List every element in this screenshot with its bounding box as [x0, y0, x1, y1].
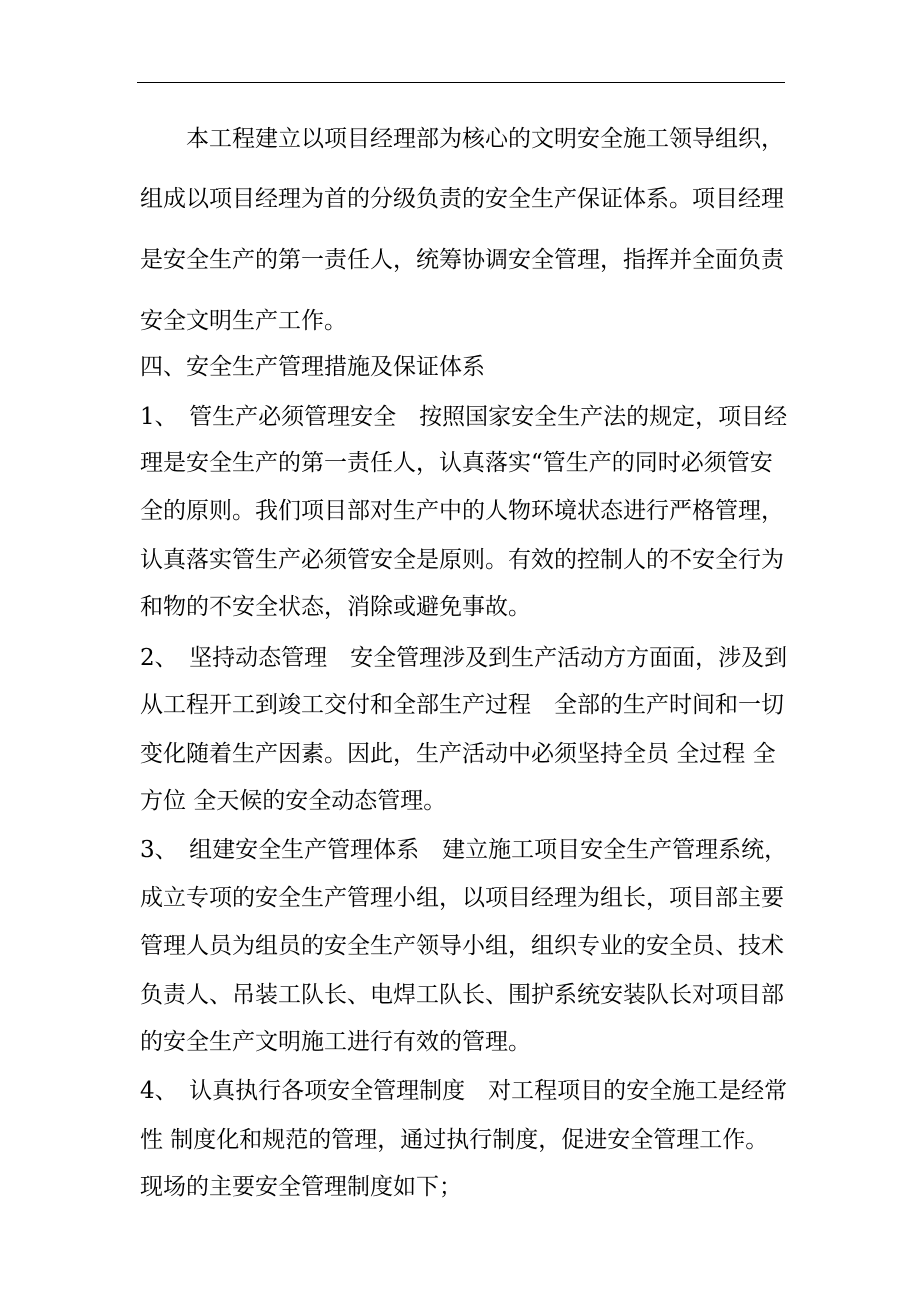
text-line: 本工程建立以项目经理部为核心的文明安全施工领导组织， — [140, 126, 784, 152]
text-line: 管理人员为组员的安全生产领导小组，组织专业的安全员、技术 — [140, 933, 784, 959]
text-line: 负责人、吊装工队长、电焊工队长、围护系统安装队长对项目部 — [140, 982, 784, 1008]
text-line: 从工程开工到竣工交付和全部生产过程 全部的生产时间和一切 — [140, 692, 784, 718]
text-line: 全的原则。我们项目部对生产中的人物环境状态进行严格管理， — [140, 498, 784, 524]
text-line: 是安全生产的第一责任人，统筹协调安全管理，指挥并全面负责 — [140, 247, 784, 273]
text-line: 理是安全生产的第一责任人，认真落实“管生产的同时必须管安 — [140, 450, 773, 476]
text-line: 组成以项目经理为首的分级负责的安全生产保证体系。项目经理 — [140, 186, 784, 212]
section-heading: 四、安全生产管理措施及保证体系 — [140, 354, 485, 380]
text-line: 2、 坚持动态管理 安全管理涉及到生产活动方方面面，涉及到 — [140, 645, 788, 671]
text-line: 安全文明生产工作。 — [140, 308, 347, 334]
text-line: 性 制度化和规范的管理，通过执行制度，促进安全管理工作。 — [140, 1127, 769, 1153]
text-line: 4、 认真执行各项安全管理制度 对工程项目的安全施工是经常 — [140, 1078, 788, 1104]
text-line: 方位 全天候的安全动态管理。 — [140, 788, 447, 814]
text-line: 变化随着生产因素。因此，生产活动中必须坚持全员 全过程 全 — [140, 741, 776, 767]
text-line: 3、 组建安全生产管理体系 建立施工项目安全生产管理系统， — [140, 837, 788, 863]
text-line: 现场的主要安全管理制度如下； — [140, 1174, 462, 1200]
text-line: 成立专项的安全生产管理小组，以项目经理为组长，项目部主要 — [140, 885, 784, 911]
text-line: 和物的不安全状态，消除或避免事故。 — [140, 594, 531, 620]
text-line: 1、 管生产必须管理安全 按照国家安全生产法的规定，项目经 — [140, 404, 788, 430]
text-line: 的安全生产文明施工进行有效的管理。 — [140, 1029, 531, 1055]
text-line: 认真落实管生产必须管安全是原则。有效的控制人的不安全行为 — [140, 547, 784, 573]
header-rule — [137, 82, 785, 83]
